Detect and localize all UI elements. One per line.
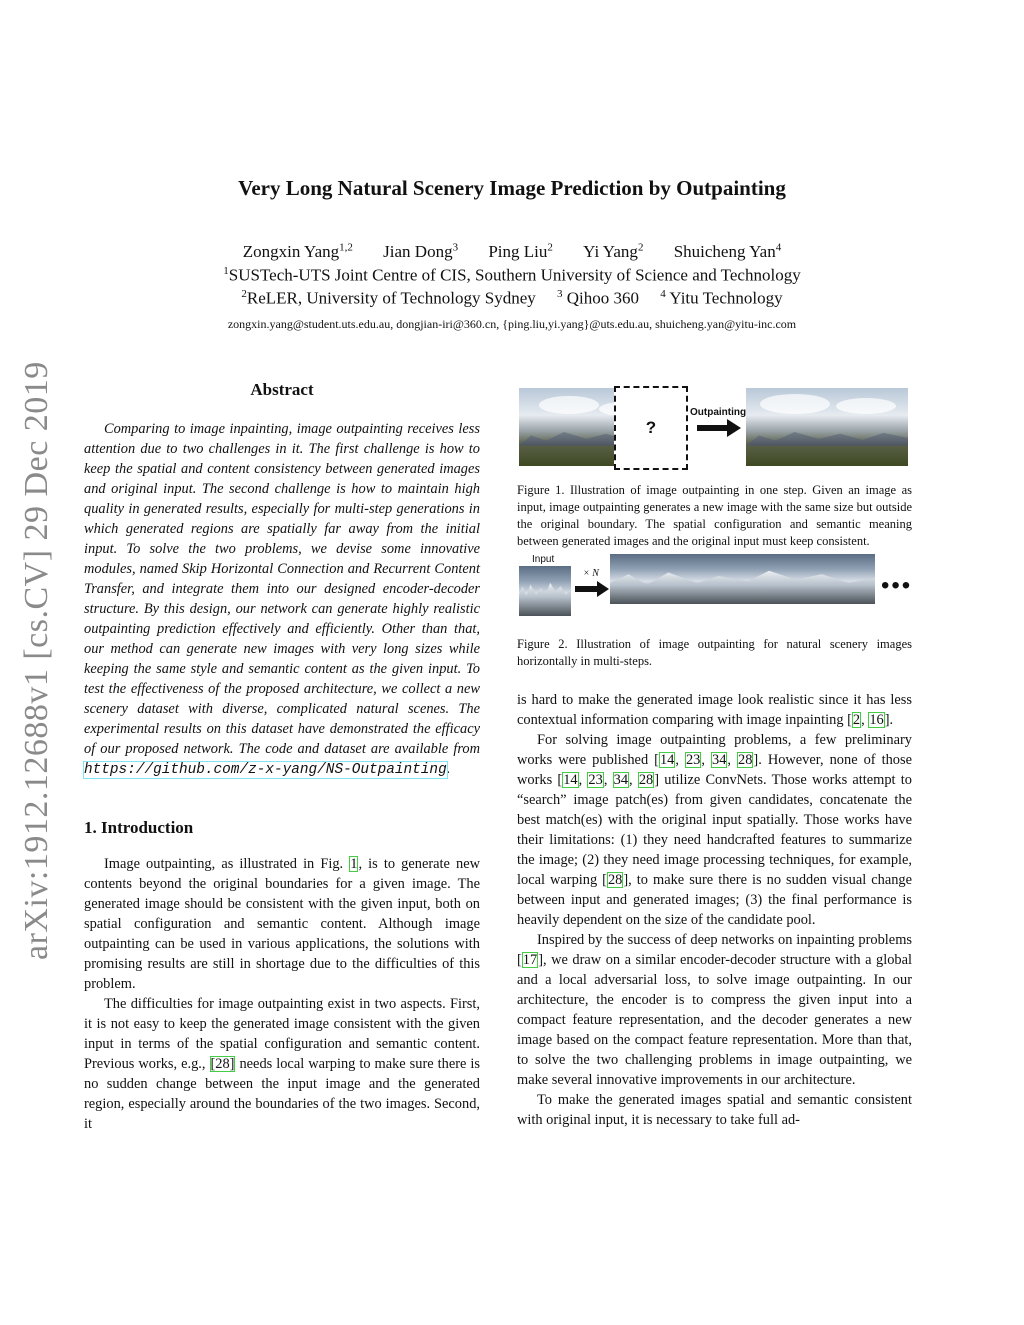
input-mountain-image — [519, 566, 571, 616]
author: Ping Liu$^2$ — [488, 241, 553, 261]
arxiv-identifier: arXiv:1912.12688v1 [cs.CV] 29 Dec 2019 — [18, 361, 55, 960]
citation-link[interactable]: 14 — [563, 772, 578, 788]
arrow-right-icon — [697, 419, 741, 437]
body-paragraph-4: To make the generated images spatial and semantic consistent with original input, it is necessary to take full ad- — [517, 1092, 912, 1128]
citation-link[interactable]: [28] — [210, 1056, 235, 1072]
figure-ref-link[interactable]: 1 — [350, 856, 358, 872]
citation-link[interactable]: 34 — [712, 752, 727, 768]
abstract-body: Comparing to image inpainting, image outpainting receives less attention due to two challenges in it. The first challenge is how to keep the spatial and content consistency between generated images and original input. The second challenge is how to maintain high quality in generated results, especially for multi-step generations in which generated regions are spatially far away from the initial input. To solve the two problems, we devise some innovative modules, named Skip Horizontal Connection and Recurrent Content Transfer, and integrate them into our designed encoder-decoder structure. By this design, our network can generate highly realistic outpainting prediction effectively and efficiently. Other than that, our method can generate new images with very long sizes while keeping the same style and semantic content as the given input. To test the effectiveness of the proposed architecture, we collect a new scenery dataset with diverse, complicated natural scenes. The experimental results on this dataset have demonstrated the efficacy of our proposed network. The code and dataset are available from https://github.com/z-x-yang/NS-Outpainting. — [84, 421, 480, 778]
body-paragraph-3: Inspired by the success of deep networks on inpainting problems [17], we draw on a similar encoder-decoder structure with a global and a local adversarial loss, to solve image outpainting. In our architecture, the encoder is to compress the given input into a compact feature representation, and the decoder generates a new image based on the compact feature representation. More than that, to solve the two challenging problems in image outpainting, we make several innovative improvements in our architecture. — [517, 932, 912, 1088]
unknown-region-box: ? — [614, 386, 688, 470]
author: Yi Yang$^2$ — [583, 241, 644, 261]
intro-paragraph-2: The difficulties for image outpainting exist in two aspects. First, it is not easy to keep the generated image consistent with the given input in terms of the spatial configuration and semantic content. Previous works, e.g., [28] needs local warping to make sure there is no sudden change between the input image and the generated region, especially around the boundaries of the two images. Second, it — [84, 996, 481, 1132]
citation-link[interactable]: 2 — [852, 712, 861, 728]
continuation-ellipsis: ••• — [881, 572, 913, 599]
author-list — [0, 241, 1024, 262]
affiliations-2-4: $^2$ReLER, University of Technology Sydney $^3$ Qihoo 360 $^4$ Yitu Technology — [241, 288, 783, 308]
output-landscape-image — [746, 388, 908, 466]
citation-link[interactable]: 16 — [869, 712, 884, 728]
code-link[interactable]: https://github.com/z-x-yang/NS-Outpainting — [84, 762, 447, 778]
citation-link[interactable]: 17 — [522, 952, 538, 968]
repeat-count-label: × N — [583, 568, 599, 579]
figure-1-caption: Figure 1. Illustration of image outpainting in one step. Given an image as input, image outpainting generates a new image with the same size but outside the original boundary. The spatial configuration and semantic meaning between generated images and the original input must keep consistent. — [517, 483, 912, 548]
outpainting-label: Outpainting — [690, 407, 747, 418]
citation-link[interactable]: 28 — [638, 772, 654, 788]
section-heading-introduction: 1. Introduction — [84, 818, 194, 837]
author: Zongxin Yang$^{1,2}$ — [242, 241, 353, 261]
citation-link[interactable]: 28 — [607, 872, 623, 888]
citation-link[interactable]: 14 — [659, 752, 675, 768]
author: Shuicheng Yan$^4$ — [673, 241, 782, 261]
figure-1 — [517, 382, 912, 474]
citation-link[interactable]: 28 — [738, 752, 753, 768]
paper-title: Very Long Natural Scenery Image Prediction by Outpainting — [238, 176, 786, 200]
body-paragraph-1: is hard to make the generated image look realistic since it has less contextual information comparing with image inpainting [2, 16]. — [517, 692, 912, 728]
figure-2-caption: Figure 2. Illustration of image outpainting for natural scenery images horizontally in multi-steps. — [517, 637, 912, 668]
figure-2 — [517, 554, 912, 626]
author: Jian Dong$^3$ — [383, 241, 459, 261]
intro-paragraph-1: Image outpainting, as illustrated in Fig. 1, is to generate new contents beyond the original boundaries for a given image. The generated image should be consistent with the given input, both on spatial configuration and semantic content. Although image outpainting can be used in various applications, the solutions with promising results are still in shortage due to the difficulties of this problem. — [84, 856, 480, 992]
affiliation-1: $^1$SUSTech-UTS Joint Centre of CIS, Southern University of Science and Technology — [223, 265, 801, 285]
author-emails: zongxin.yang@student.uts.edu.au, dongjian-iri@360.cn, {ping.liu,yi.yang}@uts.edu.au, shuicheng.yan@yitu-inc.com — [227, 317, 797, 331]
right-column — [517, 380, 912, 1130]
citation-link[interactable]: 23 — [588, 772, 603, 788]
citation-link[interactable]: 34 — [613, 772, 629, 788]
abstract-heading: Abstract — [250, 380, 314, 399]
body-paragraph-2: For solving image outpainting problems, a few preliminary works were published [14, 23, 34, 28]. However, none of those works [14, 23, 34, 28] utilize ConvNets. Those works attempt to “search” image patch(es) from given candidates, concatenate the best match(es) with the original input spatially. Those works have their limitations: (1) they need handcrafted features to summarize the image; (2) they need image processing techniques, for example, local warping [28], to make sure there is no sudden visual change between input and generated images; (3) the final performance is heavily dependent on the size of the candidate pool. — [517, 732, 912, 928]
citation-link[interactable]: 23 — [685, 752, 701, 768]
input-label: Input — [532, 554, 555, 565]
left-column — [84, 380, 480, 1134]
prediction-panorama-image — [610, 554, 875, 604]
arrow-right-icon — [575, 581, 609, 597]
